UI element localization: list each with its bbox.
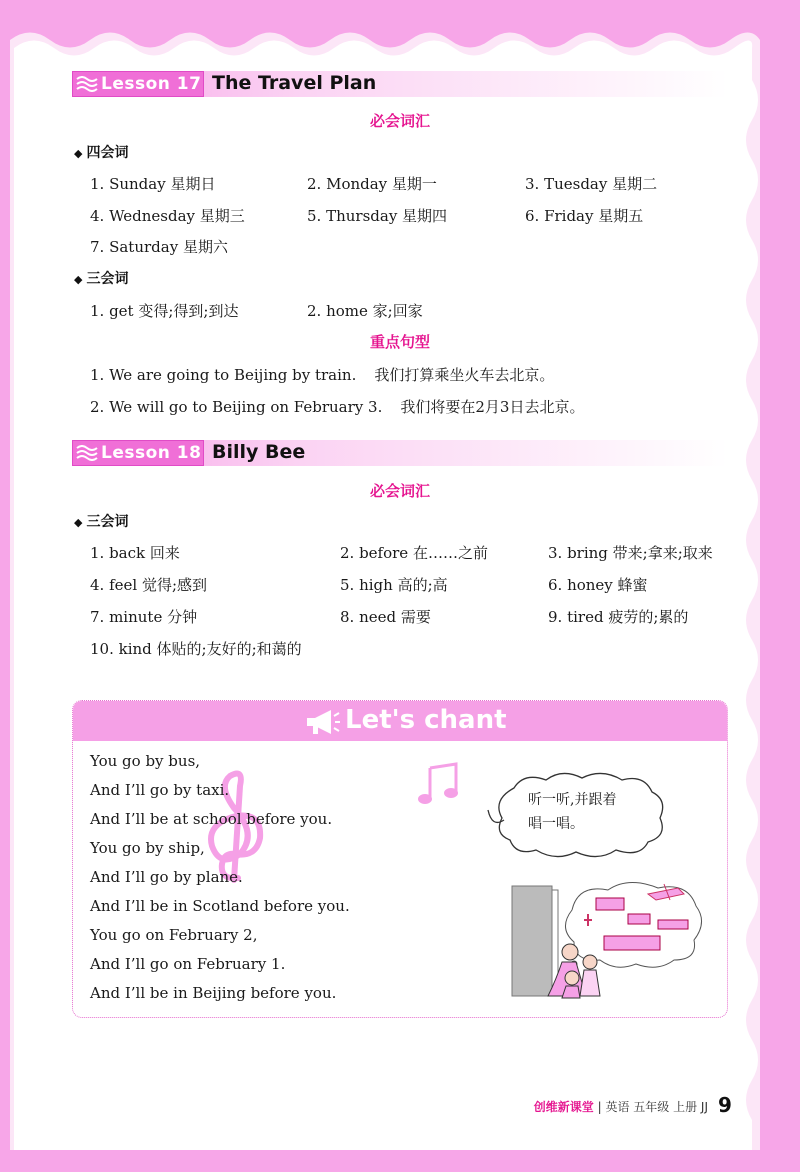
vocab-item: 1. Sunday 星期日 xyxy=(90,175,216,193)
lesson18-header xyxy=(72,440,728,466)
lesson17-tag xyxy=(72,71,204,97)
vocab-item: 1. back 回来 xyxy=(90,544,180,562)
footer-subject: 英语 五年级 上册 JJ xyxy=(605,1100,708,1114)
chant-line: You go by ship, xyxy=(90,839,205,857)
chant-line: And I’ll go by plane. xyxy=(90,868,243,886)
music-note-icon xyxy=(416,762,466,808)
vocab-item: 5. high 高的;高 xyxy=(340,576,448,594)
vocab-item: 5. Thursday 星期四 xyxy=(307,207,448,225)
vocab-item: 4. Wednesday 星期三 xyxy=(90,207,245,225)
key-sentence: 2. We will go to Beijing on February 3. 我们将要在2月3日去北京。 xyxy=(90,398,585,416)
vocab-item: 10. kind 体贴的;友好的;和蔼的 xyxy=(90,640,302,658)
vocab-item: 7. minute 分钟 xyxy=(90,608,198,626)
chant-line: And I’ll go on February 1. xyxy=(90,955,286,973)
lesson18-tag xyxy=(72,440,204,466)
chant-line: You go by bus, xyxy=(90,752,201,770)
lesson18-vocab-heading: 必会词汇 xyxy=(369,482,430,500)
lesson18-number: Lesson 18 xyxy=(101,443,202,463)
vocab-item: 1. get 变得;得到;到达 xyxy=(90,302,239,320)
lesson17-title: The Travel Plan xyxy=(212,72,377,94)
lesson18-title: Billy Bee xyxy=(212,441,306,463)
footer-divider: | xyxy=(597,1100,606,1114)
chant-header xyxy=(73,701,727,741)
bubble-text: 听一听,并跟着 唱一唱。 xyxy=(528,792,617,832)
vocab-item: 6. Friday 星期五 xyxy=(525,207,644,225)
lesson17-header xyxy=(72,71,728,97)
wave-icon xyxy=(73,71,101,97)
lesson17-vocab-heading: 必会词汇 xyxy=(369,112,430,130)
key-sentence: 1. We are going to Beijing by train. 我们打算乘坐火车去北京。 xyxy=(90,366,555,384)
chant-line: And I’ll be at school before you. xyxy=(90,810,333,828)
chant-title: Let's chant xyxy=(345,705,507,735)
lesson17-cat-three: ◆ 三会词 xyxy=(74,271,129,287)
vocab-item: 2. Monday 星期一 xyxy=(307,175,437,193)
footer-brand: 创维新课堂 xyxy=(533,1100,594,1114)
vocab-item: 4. feel 觉得;感到 xyxy=(90,576,208,594)
page-number: 9 xyxy=(718,1093,732,1117)
vocab-item: 3. bring 带来;拿来;取来 xyxy=(548,544,713,562)
vocab-item: 2. before 在……之前 xyxy=(340,544,488,562)
chant-line: And I’ll go by taxi. xyxy=(90,781,230,799)
page-footer xyxy=(534,1098,708,1115)
lesson17-sentence-heading: 重点句型 xyxy=(369,333,430,351)
lesson18-cat-three: ◆ 三会词 xyxy=(74,514,129,530)
family-illustration xyxy=(508,880,708,1000)
vocab-item: 7. Saturday 星期六 xyxy=(90,238,228,256)
vocab-item: 8. need 需要 xyxy=(340,608,431,626)
chant-line: You go on February 2, xyxy=(90,926,258,944)
lesson17-number: Lesson 17 xyxy=(101,74,202,94)
vocab-item: 2. home 家;回家 xyxy=(307,302,423,320)
chant-line: And I’ll be in Beijing before you. xyxy=(90,984,337,1002)
megaphone-icon xyxy=(305,708,341,740)
vocab-item: 3. Tuesday 星期二 xyxy=(525,175,658,193)
vocab-item: 9. tired 疲劳的;累的 xyxy=(548,608,689,626)
vocab-item: 6. honey 蜂蜜 xyxy=(548,576,648,594)
chant-line: And I’ll be in Scotland before you. xyxy=(90,897,350,915)
wave-icon xyxy=(73,440,101,466)
lesson17-cat-four: ◆ 四会词 xyxy=(74,145,129,161)
